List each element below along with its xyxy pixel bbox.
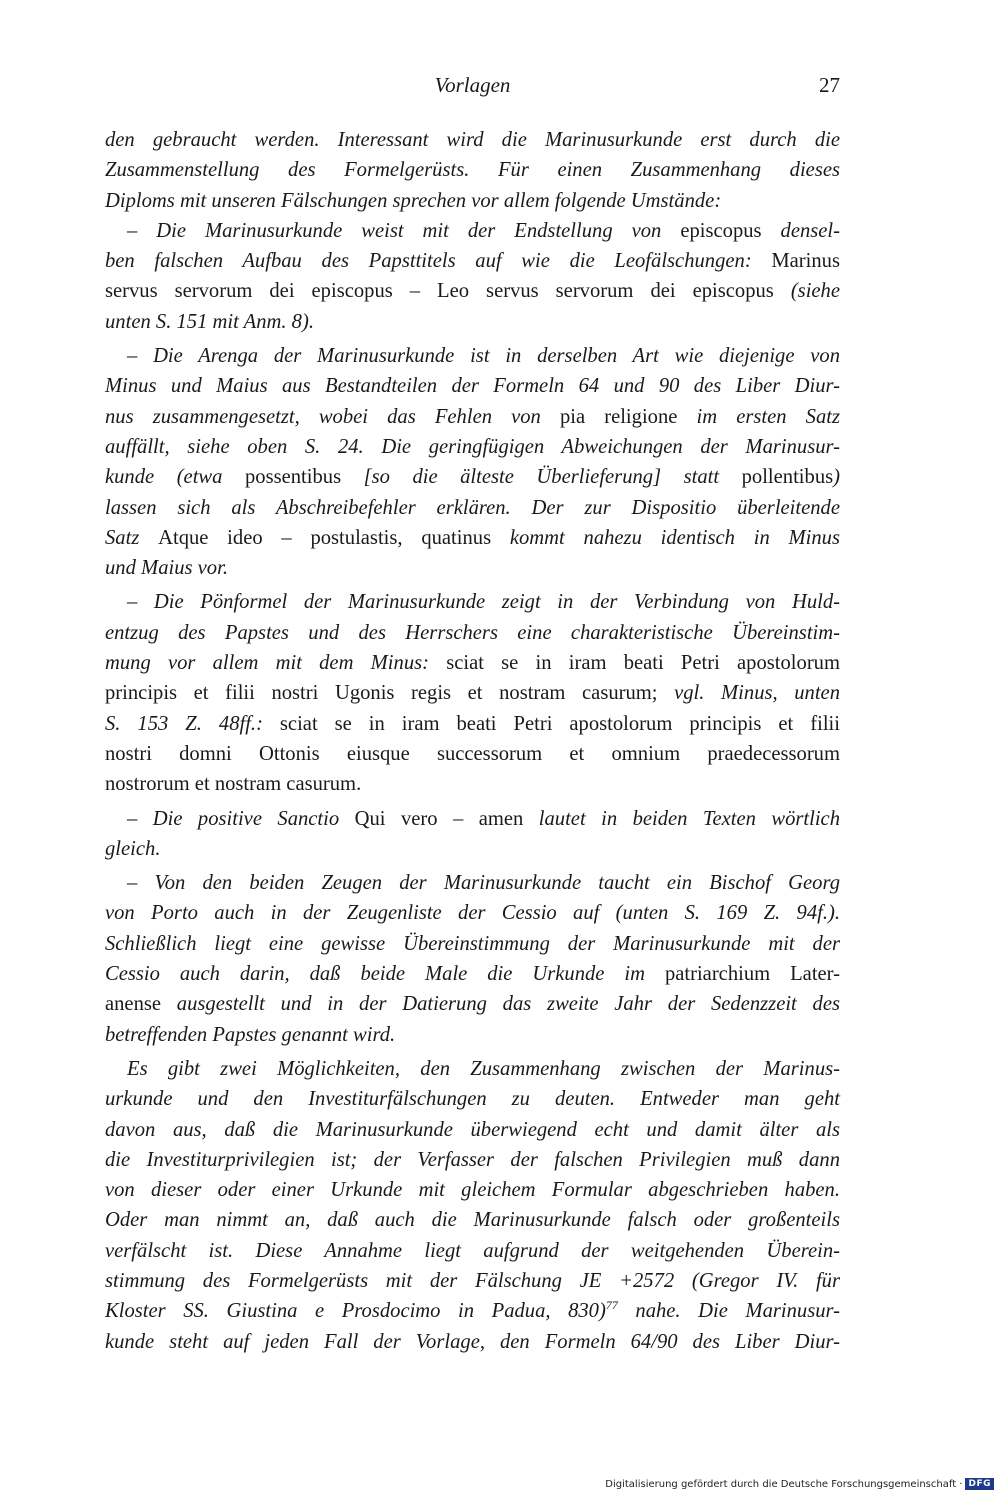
running-title: Vorlagen bbox=[434, 73, 511, 97]
text-line: ben falschen Aufbau des Papsttitels auf wie die Leofälschungen: Marinus bbox=[105, 250, 840, 273]
text-line: kunde (etwa possentibus [so die älteste Überlieferung] statt pollentibus) bbox=[105, 466, 840, 489]
text-line: Satz Atque ideo – postulastis, quatinus kommt nahezu identisch in Minus bbox=[105, 526, 840, 549]
text-line: die Investiturprivilegien ist; der Verfasser der falschen Privilegien muß dann bbox=[105, 1148, 840, 1171]
text-line: von dieser oder einer Urkunde mit gleichem Formular abgeschrieben haben. bbox=[105, 1179, 840, 1202]
text-line: unten S. 151 mit Anm. 8). bbox=[105, 310, 314, 333]
text-line: – Die Pönformel der Marinusurkunde zeigt in der Verbindung von Huld- bbox=[127, 591, 840, 614]
running-head bbox=[105, 68, 840, 102]
credit-text: Digitalisierung gefördert durch die Deutsche Forschungsgemeinschaft · bbox=[605, 1478, 963, 1490]
page-number: 27 bbox=[819, 73, 840, 97]
text-line: und Maius vor. bbox=[105, 557, 228, 580]
text-line: davon aus, daß die Marinusurkunde überwiegend echt und damit älter als bbox=[105, 1118, 840, 1141]
text-line: nostrorum et nostram casurum. bbox=[105, 773, 362, 796]
text-line: Kloster SS. Giustina e Prosdocimo in Padua, 830)$^{77}$ nahe. Die Marinusur- bbox=[105, 1298, 840, 1323]
text-line: verfälscht ist. Diese Annahme liegt aufgrund der weitgehenden Überein- bbox=[105, 1239, 840, 1262]
text-line: stimmung des Formelgerüsts mit der Fälschung JE +2572 (Gregor IV. für bbox=[105, 1269, 840, 1292]
text-line: Schließlich liegt eine gewisse Übereinstimmung der Marinusurkunde mit der bbox=[105, 932, 840, 955]
body-text bbox=[105, 125, 840, 1357]
dfg-logo: DFG bbox=[965, 1478, 994, 1490]
text-line: servus servorum dei episcopus – Leo servus servorum dei episcopus (siehe bbox=[105, 280, 840, 303]
text-line: – Die Marinusurkunde weist mit der Endstellung von episcopus densel- bbox=[127, 219, 840, 242]
text-line: auffällt, siehe oben S. 24. Die geringfügigen Abweichungen der Marinusur- bbox=[105, 435, 840, 458]
text-line: lassen sich als Abschreibefehler erklären. Der zur Dispositio überleitende bbox=[105, 496, 840, 519]
text-line: principis et filii nostri Ugonis regis et nostram casurum; vgl. Minus, unten bbox=[105, 682, 840, 705]
text-line: – Die Arenga der Marinusurkunde ist in derselben Art wie diejenige von bbox=[127, 345, 840, 368]
text-line: nostri domni Ottonis eiusque successorum et omnium praedecessorum bbox=[105, 742, 840, 765]
text-line: – Von den beiden Zeugen der Marinusurkunde taucht ein Bischof Georg bbox=[127, 872, 840, 895]
text-line: Diploms mit unseren Fälschungen sprechen vor allem folgende Umstände: bbox=[105, 189, 722, 212]
text-line: Cessio auch darin, daß beide Male die Urkunde im patriarchium Later- bbox=[105, 963, 840, 986]
text-line: Minus und Maius aus Bestandteilen der Formeln 64 und 90 des Liber Diur- bbox=[105, 375, 840, 398]
footnote-ref[interactable]: 77 bbox=[605, 1298, 618, 1313]
text-line: anense ausgestellt und in der Datierung das zweite Jahr der Sedenzzeit des bbox=[105, 993, 840, 1016]
text-line: betreffenden Papstes genannt wird. bbox=[105, 1023, 396, 1046]
text-line: kunde steht auf jeden Fall der Vorlage, den Formeln 64/90 des Liber Diur- bbox=[105, 1330, 840, 1353]
text-line: mung vor allem mit dem Minus: sciat se in iram beati Petri apostolorum bbox=[105, 652, 840, 675]
text-line: – Die positive Sanctio Qui vero – amen lautet in beiden Texten wörtlich bbox=[127, 807, 840, 830]
text-line: nus zusammengesetzt, wobei das Fehlen von pia religione im ersten Satz bbox=[105, 405, 840, 428]
text-line: gleich. bbox=[105, 837, 161, 860]
text-line: den gebraucht werden. Interessant wird die Marinusurkunde erst durch die bbox=[105, 129, 840, 151]
text-line: Es gibt zwei Möglichkeiten, den Zusammenhang zwischen der Marinus- bbox=[127, 1057, 840, 1080]
text-line: urkunde und den Investiturfälschungen zu deuten. Entweder man geht bbox=[105, 1088, 840, 1111]
text-line: Oder man nimmt an, daß auch die Marinusurkunde falsch oder großenteils bbox=[105, 1209, 840, 1232]
text-line: Zusammenstellung des Formelgerüsts. Für einen Zusammenhang dieses bbox=[105, 159, 840, 182]
text-line: S. 153 Z. 48ff.: sciat se in iram beati Petri apostolorum principis et filii bbox=[105, 712, 840, 735]
digitization-credit bbox=[605, 1478, 994, 1490]
text-line: von Porto auch in der Zeugenliste der Cessio auf (unten S. 169 Z. 94f.). bbox=[105, 902, 840, 925]
text-line: entzug des Papstes und des Herrschers eine charakteristische Übereinstim- bbox=[105, 621, 840, 644]
